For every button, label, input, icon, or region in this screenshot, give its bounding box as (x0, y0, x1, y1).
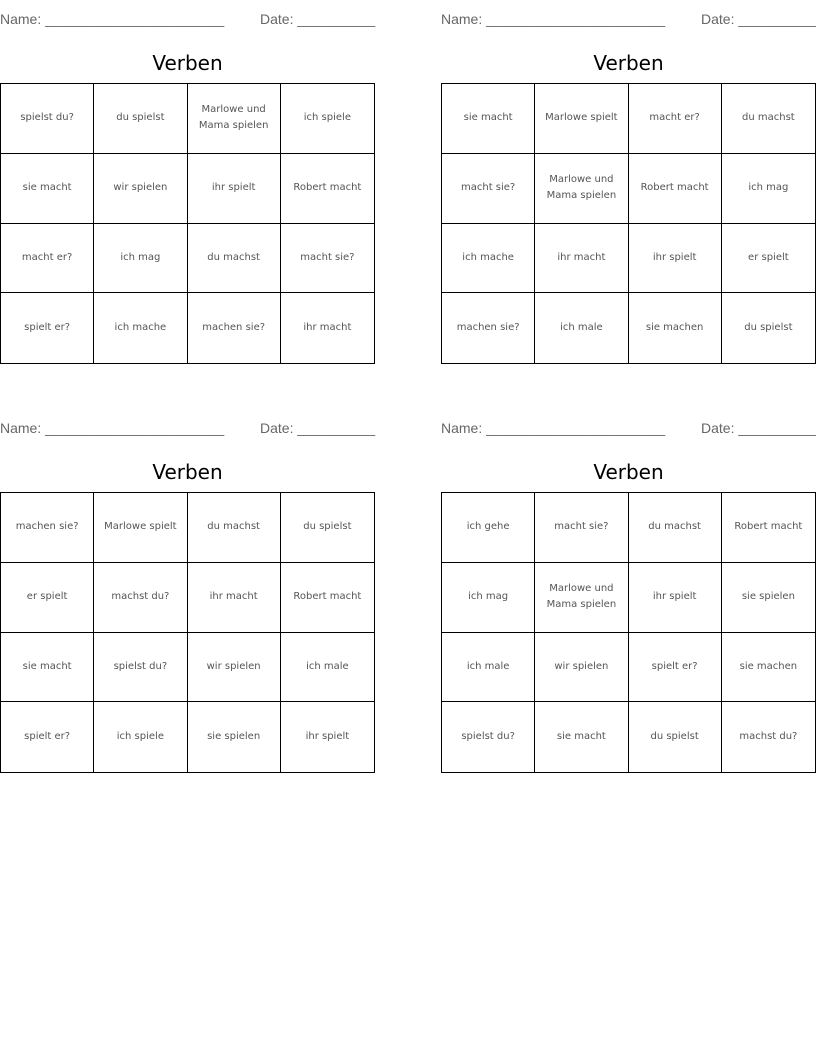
bingo-cell: du spielst (281, 493, 374, 563)
bingo-cell: wir spielen (94, 154, 187, 224)
bingo-cell: wir spielen (535, 633, 628, 703)
date-field: Date: __________ (701, 420, 816, 436)
bingo-cell: macht er? (629, 84, 722, 154)
bingo-cell: macht sie? (442, 154, 535, 224)
bingo-cell: du machst (188, 493, 281, 563)
bingo-cell: macht sie? (281, 224, 374, 294)
bingo-cell: ich mag (94, 224, 187, 294)
bingo-cell: sie spielen (188, 702, 281, 772)
bingo-cell: machst du? (94, 563, 187, 633)
bingo-grid (441, 492, 816, 773)
bingo-cell: sie macht (1, 633, 94, 703)
bingo-cell: ihr spielt (629, 563, 722, 633)
card-title: Verben (152, 51, 223, 75)
bingo-cell: machen sie? (1, 493, 94, 563)
bingo-cell: ihr spielt (188, 154, 281, 224)
bingo-grid (0, 492, 375, 773)
bingo-cell: ich male (535, 293, 628, 363)
bingo-cell: ich mag (722, 154, 815, 224)
bingo-cell: wir spielen (188, 633, 281, 703)
bingo-cell: du spielst (744, 322, 793, 334)
bingo-cell: ihr spielt (629, 224, 722, 294)
bingo-cell: ich male (281, 633, 374, 703)
bingo-cell: sie macht (535, 702, 628, 772)
bingo-cell: sie machen (629, 293, 722, 363)
name-field: Name: _______________________ (0, 420, 225, 436)
bingo-cell: Marlowe und Mama spielen (535, 563, 628, 633)
name-field: Name: _______________________ (441, 11, 666, 27)
bingo-cell: Robert macht (629, 154, 722, 224)
bingo-cell: spielst du? (1, 84, 94, 154)
bingo-cell: ihr macht (303, 322, 352, 334)
bingo-cell: macht sie? (535, 493, 628, 563)
bingo-grid (0, 83, 375, 364)
bingo-cell: Robert macht (281, 563, 374, 633)
bingo-cell: sie macht (442, 84, 535, 154)
bingo-cell: sie machen (722, 633, 815, 703)
bingo-cell: Marlowe spielt (94, 493, 187, 563)
bingo-cell: spielt er? (1, 702, 94, 772)
bingo-card (441, 418, 816, 743)
bingo-cell: Robert macht (281, 154, 374, 224)
bingo-cell: ich mache (94, 293, 187, 363)
bingo-cell: sie macht (1, 154, 94, 224)
bingo-cell: sie spielen (722, 563, 815, 633)
bingo-cell: ich spiele (94, 702, 187, 772)
bingo-card (0, 418, 376, 743)
date-field: Date: __________ (701, 11, 816, 27)
bingo-cell: machen sie? (442, 293, 535, 363)
card-title: Verben (593, 51, 664, 75)
bingo-cell: Robert macht (722, 493, 815, 563)
name-field: Name: _______________________ (0, 11, 225, 27)
bingo-card (0, 9, 376, 334)
bingo-cell: machst du? (739, 731, 798, 743)
bingo-card (441, 9, 816, 334)
bingo-grid (441, 83, 816, 364)
bingo-cell: du spielst (629, 702, 722, 772)
bingo-cell: du machst (629, 493, 722, 563)
bingo-cell: ihr spielt (305, 731, 350, 743)
bingo-cell: ich mag (442, 563, 535, 633)
bingo-cell: Marlowe und Mama spielen (535, 154, 628, 224)
bingo-cell: ihr macht (188, 563, 281, 633)
card-header (0, 11, 375, 29)
bingo-cell: macht er? (1, 224, 94, 294)
bingo-cell: er spielt (722, 224, 815, 294)
bingo-cell: du machst (722, 84, 815, 154)
card-header (0, 420, 375, 438)
bingo-cell: spielst du? (94, 633, 187, 703)
bingo-cell: er spielt (1, 563, 94, 633)
bingo-cell: ihr macht (535, 224, 628, 294)
bingo-cell: Marlowe spielt (535, 84, 628, 154)
bingo-cell: du machst (188, 224, 281, 294)
bingo-cell: spielt er? (629, 633, 722, 703)
card-title: Verben (152, 460, 223, 484)
bingo-cell: machen sie? (188, 293, 281, 363)
card-header (441, 11, 816, 29)
bingo-cell: du spielst (94, 84, 187, 154)
date-field: Date: __________ (260, 420, 376, 436)
bingo-cell: ich mache (442, 224, 535, 294)
bingo-cell: ich spiele (281, 84, 374, 154)
bingo-cell: spielst du? (442, 702, 535, 772)
name-field: Name: _______________________ (441, 420, 666, 436)
card-title: Verben (593, 460, 664, 484)
date-field: Date: __________ (260, 11, 376, 27)
card-header (441, 420, 816, 438)
bingo-cell: spielt er? (1, 293, 94, 363)
bingo-cell: ich male (442, 633, 535, 703)
bingo-cell: Marlowe und Mama spielen (188, 84, 281, 154)
bingo-cell: ich gehe (442, 493, 535, 563)
